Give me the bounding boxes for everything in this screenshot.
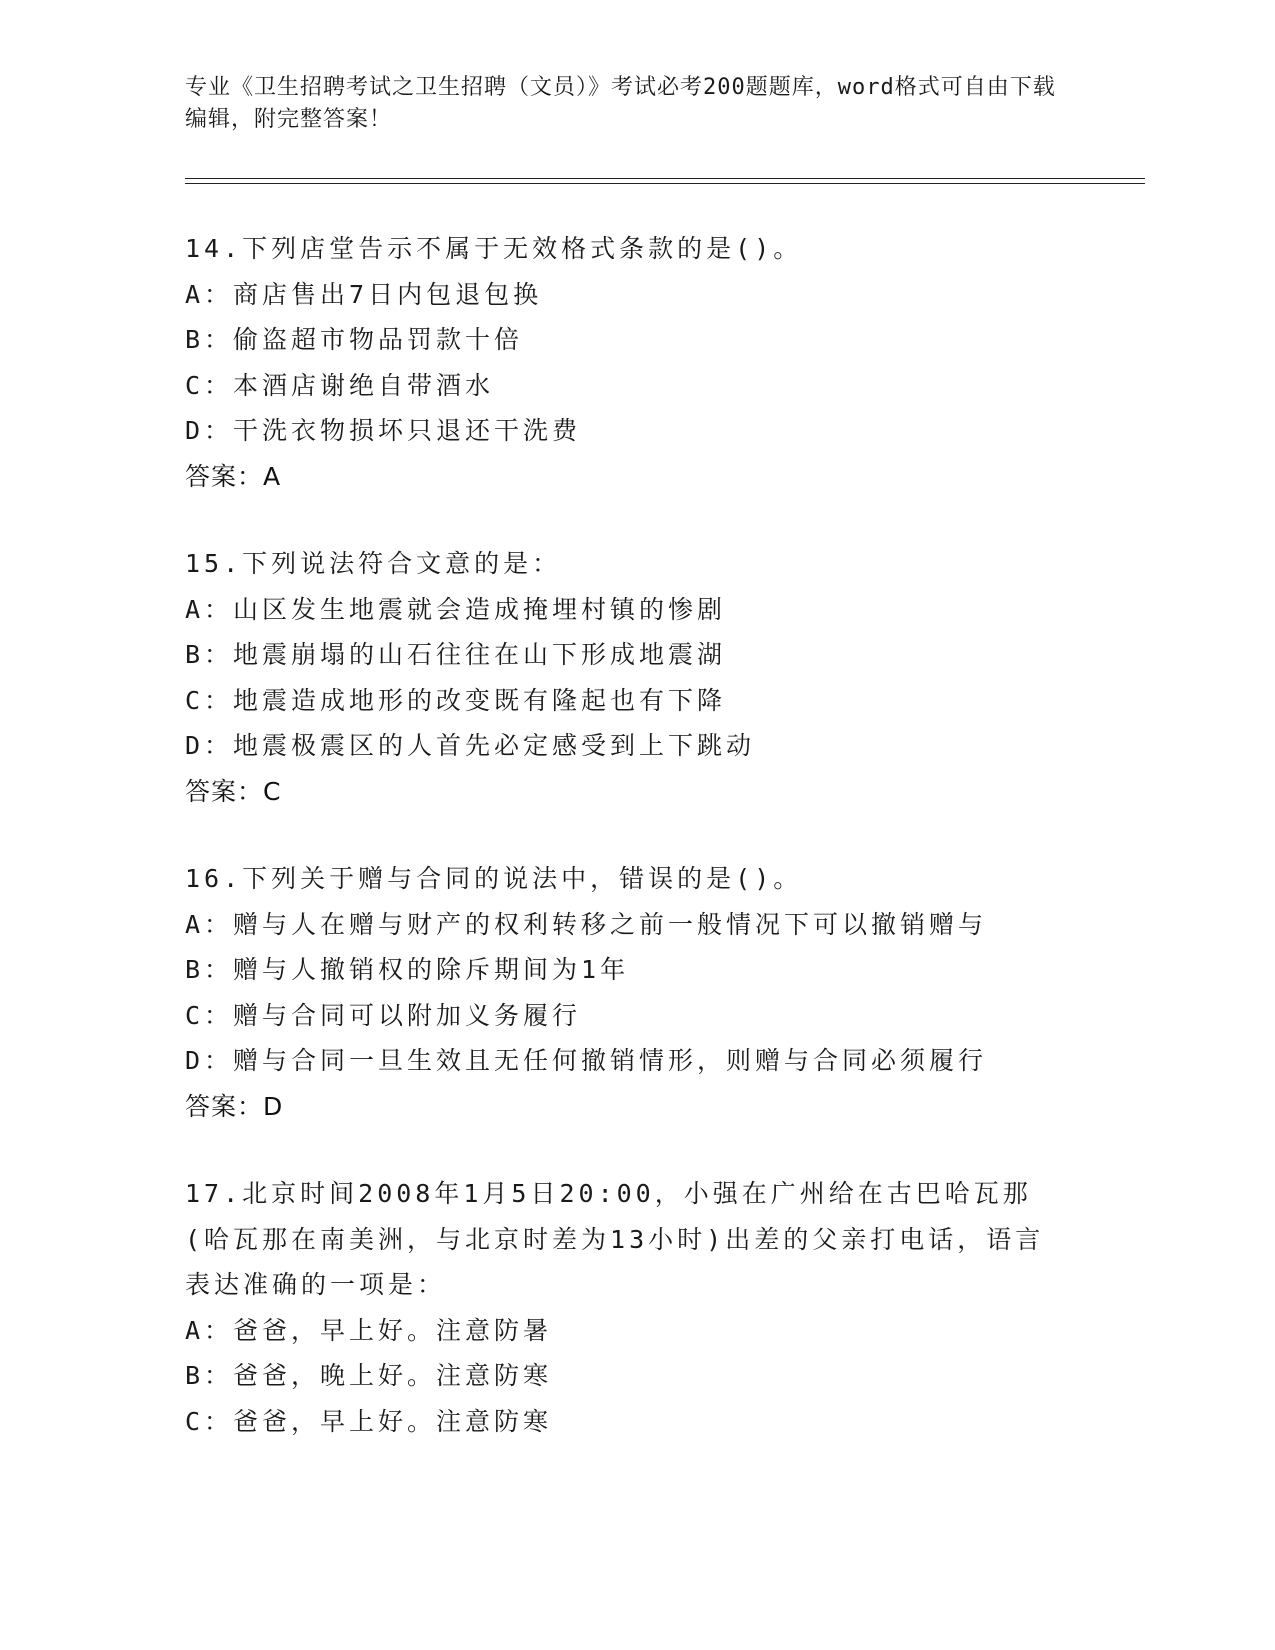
question-14	[185, 226, 1085, 499]
answer-label: 答案：C	[185, 776, 282, 806]
option-b: B：爸爸，晚上好。注意防寒	[185, 1361, 553, 1390]
option-a: A：爸爸，早上好。注意防暑	[185, 1315, 553, 1345]
question-stem: 14.下列店堂告示不属于无效格式条款的是()。	[185, 234, 803, 263]
option-d: D：地震极震区的人首先必定感受到上下跳动	[185, 731, 756, 760]
question-stem: 17.北京时间2008年1月5日20:00，小强在广州给在古巴哈瓦那(哈瓦那在南美洲，与北京时差为13小时)出差的父亲打电话，语言表达准确的一项是：	[185, 1179, 1045, 1299]
question-stem: 16.下列关于赠与合同的说法中，错误的是()。	[185, 864, 803, 893]
question-16	[185, 856, 1085, 1129]
option-a: A：山区发生地震就会造成掩埋村镇的惨剧	[185, 594, 727, 624]
option-b: B：赠与人撤销权的除斥期间为1年	[185, 955, 630, 984]
option-a: A：商店售出7日内包退包换	[185, 279, 543, 309]
option-d: D：干洗衣物损坏只退还干洗费	[185, 416, 582, 445]
document-header: 专业《卫生招聘考试之卫生招聘（文员）》考试必考200题题库，word格式可自由下载编辑，附完整答案！	[185, 75, 1056, 132]
option-c: C：地震造成地形的改变既有隆起也有下降	[185, 685, 727, 715]
header-divider-top	[185, 178, 1145, 179]
answer-label: 答案：A	[185, 461, 282, 491]
option-c: C：本酒店谢绝自带酒水	[185, 370, 495, 400]
option-b: B：地震崩塌的山石往往在山下形成地震湖	[185, 640, 727, 669]
option-b: B：偷盗超市物品罚款十倍	[185, 325, 524, 354]
option-a: A：赠与人在赠与财产的权利转移之前一般情况下可以撤销赠与	[185, 909, 988, 939]
option-c: C：赠与合同可以附加义务履行	[185, 1000, 582, 1030]
question-list	[185, 226, 1085, 1486]
option-d: D：赠与合同一旦生效且无任何撤销情形，则赠与合同必须履行	[185, 1046, 988, 1075]
question-stem: 15.下列说法符合文意的是：	[185, 549, 562, 578]
question-15	[185, 541, 1085, 814]
option-c: C：爸爸，早上好。注意防寒	[185, 1406, 553, 1436]
answer-label: 答案：D	[185, 1091, 284, 1121]
header-divider-bottom	[185, 183, 1145, 184]
question-17	[185, 1171, 1085, 1444]
